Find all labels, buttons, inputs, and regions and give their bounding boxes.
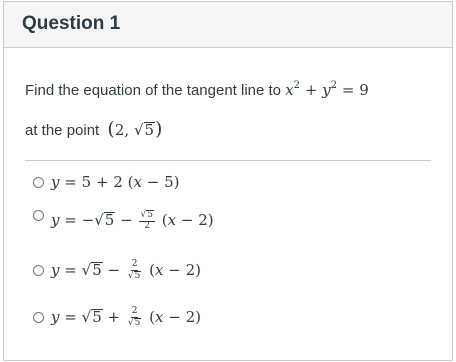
opt4-rparen: ) — [195, 307, 202, 326]
answer-option-4[interactable] — [33, 307, 201, 329]
opt2-fraction — [139, 210, 154, 232]
opt3-x0: 2 — [185, 260, 196, 279]
answer-option-3[interactable] — [33, 260, 201, 282]
opt2-sqrt: √ — [94, 210, 104, 229]
opt3-denominator — [127, 271, 142, 282]
opt3-radicand: 5 — [92, 260, 102, 279]
opt2-minus2: − — [180, 210, 194, 229]
opt4-plus: + — [107, 307, 121, 326]
radio-button-3[interactable] — [33, 265, 44, 276]
curve-x: x — [285, 81, 294, 99]
option-2-expression — [51, 210, 214, 232]
curve-equation — [285, 81, 369, 99]
point-close-paren: ) — [155, 118, 163, 140]
opt3-sqrt: √ — [81, 260, 92, 279]
point-x: 2 — [114, 121, 125, 139]
opt2-minus: − — [120, 210, 133, 229]
radio-button-4[interactable] — [33, 312, 44, 323]
opt4-numerator: 2 — [131, 306, 138, 316]
opt3-lparen: ( — [149, 260, 155, 279]
opt1-eq: = — [64, 173, 77, 191]
opt3-fraction — [127, 260, 142, 282]
curve-plus: + — [304, 81, 318, 99]
opt2-denominator: 2 — [144, 220, 151, 231]
opt3-minus2: − — [168, 260, 181, 279]
opt4-x: x — [155, 307, 164, 326]
opt2-x: x — [167, 210, 177, 229]
opt3-den-sqrt: √ — [127, 270, 134, 281]
opt1-x: x — [133, 173, 142, 191]
point-text: at the point — [25, 122, 100, 139]
opt3-rparen: ) — [195, 260, 202, 279]
opt4-eq: = — [64, 307, 77, 326]
radio-button-1[interactable] — [33, 177, 44, 188]
curve-x-exponent: 2 — [293, 80, 301, 91]
opt2-num-sqrt: √ — [140, 210, 147, 220]
answer-option-2[interactable] — [33, 210, 214, 232]
curve-y-exponent: 2 — [330, 80, 338, 91]
opt3-x: x — [155, 260, 164, 279]
opt4-den-radicand: 5 — [134, 317, 141, 328]
opt3-minus: − — [107, 260, 121, 279]
opt2-y: y — [51, 210, 60, 229]
opt4-radicand: 5 — [92, 307, 102, 326]
opt2-radicand: 5 — [104, 210, 115, 229]
opt3-numerator: 2 — [131, 259, 138, 269]
option-3-expression — [51, 260, 201, 282]
opt2-x0: 2 — [198, 210, 208, 229]
opt1-lparen: ( — [127, 173, 134, 191]
point-open-paren: ( — [107, 118, 115, 140]
opt3-den-radicand: 5 — [134, 270, 141, 281]
opt3-eq: = — [64, 260, 77, 279]
opt1-x0: 5 — [164, 173, 174, 191]
answer-option-1[interactable] — [33, 173, 180, 191]
opt1-y: y — [51, 173, 60, 191]
sqrt-symbol: √ — [133, 121, 144, 139]
question-stem-line-1 — [25, 80, 369, 99]
opt2-eq: = — [64, 210, 77, 229]
opt4-den-sqrt: √ — [127, 317, 134, 328]
opt4-lparen: ( — [149, 307, 155, 326]
opt3-y: y — [51, 260, 60, 279]
opt2-neg: − — [81, 210, 95, 229]
opt2-lparen: ( — [161, 210, 168, 229]
point-radicand: 5 — [144, 121, 155, 139]
option-1-expression — [51, 173, 180, 191]
curve-rhs: 9 — [359, 81, 369, 99]
opt1-minus: − — [146, 173, 160, 191]
opt2-rparen: ) — [207, 210, 214, 229]
option-4-expression — [51, 307, 201, 329]
opt1-coef: 2 — [113, 173, 123, 191]
stem-text: Find the equation of the tangent line to — [25, 82, 282, 99]
stem-divider — [25, 160, 431, 161]
opt4-fraction — [127, 307, 142, 329]
point-coordinates — [107, 118, 163, 140]
radio-button-2[interactable] — [33, 210, 44, 221]
question-header — [4, 2, 452, 48]
opt1-plus: + — [95, 173, 109, 191]
opt4-denominator — [127, 318, 142, 329]
opt4-minus2: − — [168, 307, 181, 326]
opt2-num-radicand: 5 — [147, 210, 153, 220]
question-card — [3, 1, 453, 361]
curve-equals: = — [341, 81, 355, 99]
opt4-sqrt: √ — [81, 307, 92, 326]
opt1-rparen: ) — [173, 173, 180, 191]
question-stem-line-2 — [25, 118, 162, 140]
opt1-const: 5 — [81, 173, 92, 191]
point-comma: , — [124, 121, 130, 139]
opt4-y: y — [51, 307, 60, 326]
curve-y: y — [322, 81, 331, 99]
question-title: Question 1 — [22, 13, 121, 34]
opt4-x0: 2 — [185, 307, 196, 326]
